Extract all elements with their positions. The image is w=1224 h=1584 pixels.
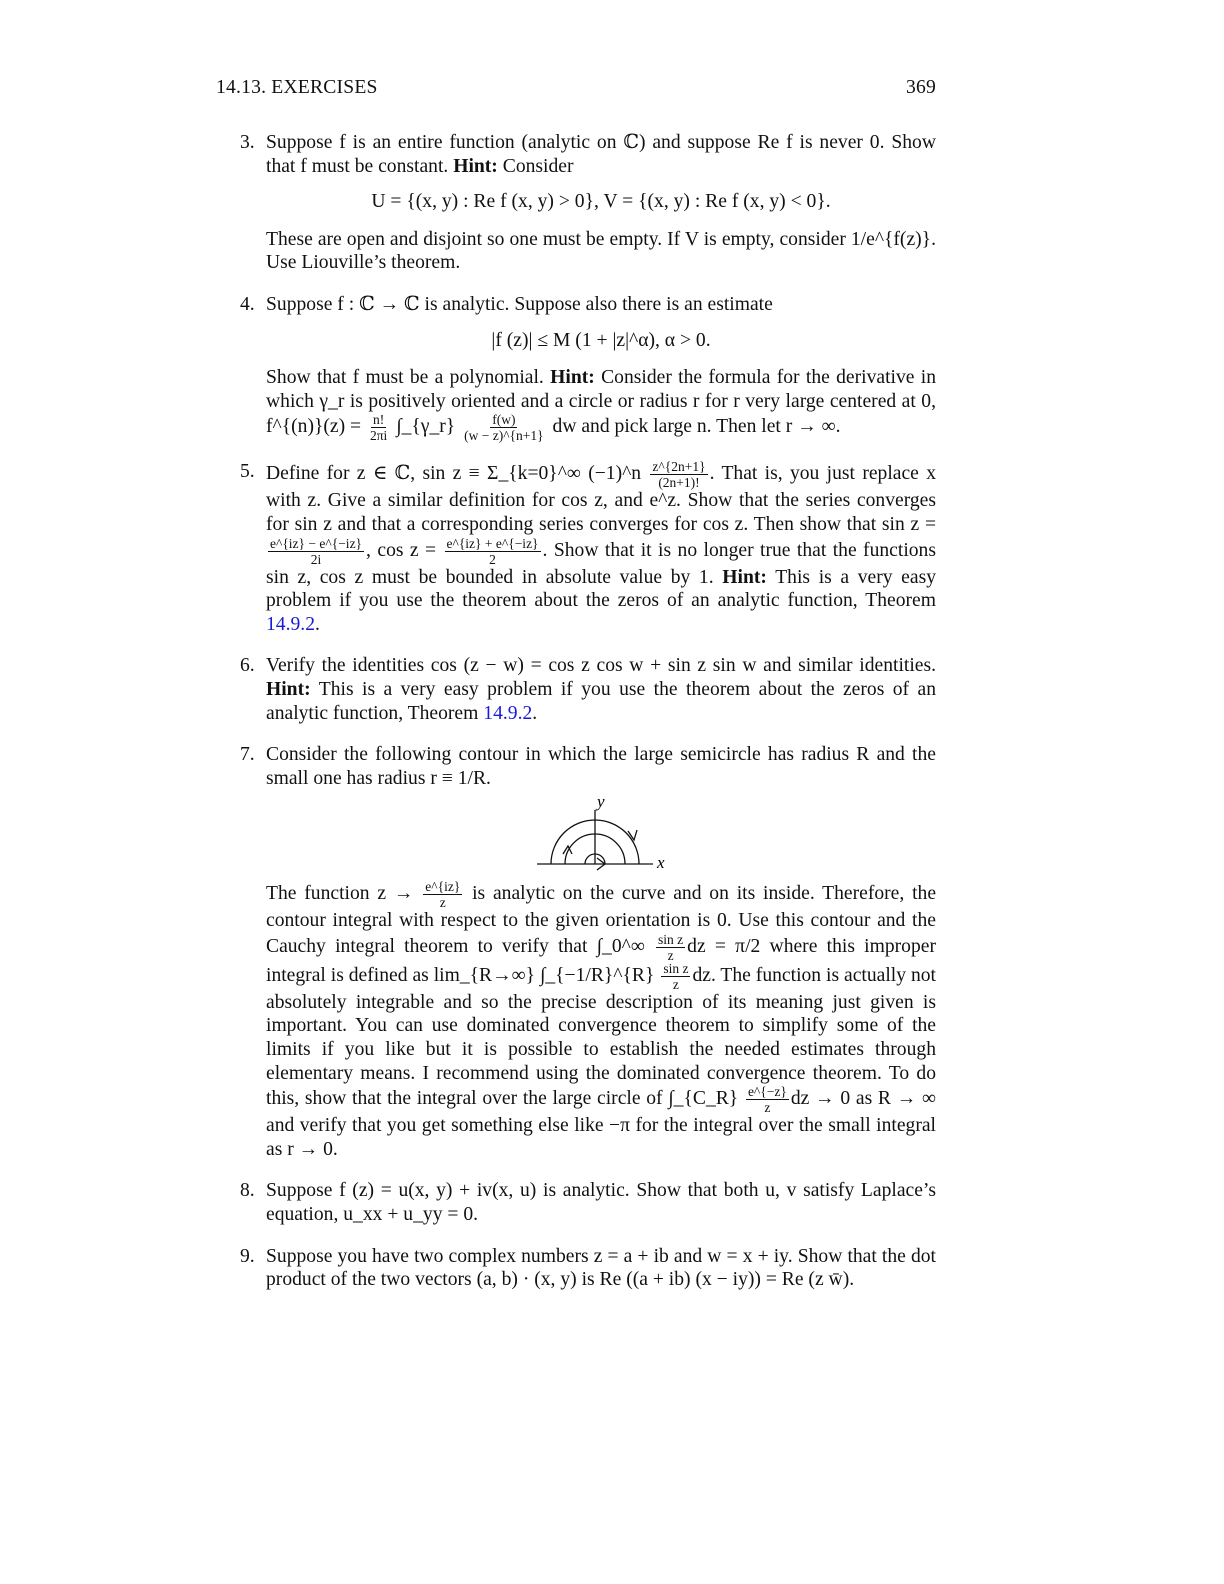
fraction: $\frac{f(w)}{(w - z)\^{}\{n+1\}}$ (464, 412, 544, 444)
exercise-text: . Show that it is no longer true that the functions sin z, cos z must be bounded in absolute value by 1. (266, 539, 936, 588)
exercise-4 (240, 293, 936, 442)
arrow-large (628, 830, 637, 840)
exercise-text: Suppose you have two complex numbers z = a + ib and w = x + iy. Show that the dot product of the two vectors (a, b) · (x, y) is Re ((a + ib) (x − iy)) = Re (z w̄). (266, 1245, 936, 1291)
y-axis-label: y (597, 796, 605, 812)
exercise-number: 6. (240, 655, 255, 677)
fraction: $\frac{n!}{2\pi i}$ (369, 412, 388, 444)
exercise-text: Consider the following contour in which the large semicircle has radius R and the small one has radius r ≡ 1/R. (266, 744, 936, 789)
exercise-number: 8. (240, 1180, 255, 1202)
exercise-3 (240, 131, 936, 275)
exercise-6 (240, 654, 936, 725)
fraction: $\frac{e\^{}\{iz\}}{z}$ (425, 879, 461, 911)
exercise-number: 3. (240, 132, 255, 153)
exercise-8 (240, 1179, 936, 1226)
fraction: $\frac{e\^{}\{iz\} - e\^{}\{-iz\}}{2i}$ (270, 535, 363, 567)
hint-label: Hint: (550, 367, 595, 389)
exercise-text: Show that f must be a polynomial. (266, 367, 544, 389)
exercise-text: Suppose f is an entire function (analytic on ℂ) and suppose Re f is never 0. Show that f must be constant. (266, 132, 936, 177)
running-head (216, 76, 936, 102)
exercise-text: Suppose f : ℂ → ℂ is analytic. Suppose also there is an estimate (266, 293, 773, 315)
fraction: $\frac{z\^{}\{2n+1\}}{(2n+1)!}$ (652, 459, 706, 491)
period: . (532, 702, 538, 724)
exercise-text: dz = π/2 where this improper integral is defined as lim_{R→∞} ∫_{−1/R}^{R} (266, 935, 936, 986)
exercise-text: , cos z = (366, 539, 437, 561)
derivative-lhs: f^{(n)}(z) = (266, 416, 362, 438)
exercise-text: . That is, you just replace x with z. Give a similar definition for cos z, and e^z. Show that the series converges for sin z and that a corresponding series converges for cos z. Then show that sin z = (266, 463, 936, 535)
contour-diagram (531, 796, 671, 874)
exercise-text: Consider (502, 155, 574, 177)
exercise-text: This is a very easy problem if you use the theorem about the zeros of an analytic function, Theorem (266, 678, 937, 724)
exercise-number: 4. (240, 293, 255, 315)
fraction: $\frac{\text{sin z}}{z}$ (663, 960, 689, 992)
exercise-text: is analytic on the curve and on its inside. Therefore, the contour integral with respect to the given orientation is 0. Use this contour and the Cauchy integral theorem to verify that ∫_0^∞ (266, 883, 937, 957)
exercise-text: Define for z ∈ ℂ, sin z ≡ Σ_{k=0}^∞ (−1)^n (266, 463, 642, 485)
exercise-text: The function z → (266, 883, 414, 905)
exercise-text: These are open and disjoint so one must be empty. If V is empty, consider 1/e^{f(z)}. Use Liouville’s theorem. (266, 228, 936, 274)
exercise-9 (240, 1245, 936, 1292)
theorem-link[interactable]: 14.9.2 (266, 613, 315, 635)
exercise-number: 9. (240, 1245, 255, 1267)
hint-label: Hint: (722, 566, 767, 588)
exercise-text: dz. The function is actually not absolutely integrable and so the precise description of its meaning just given is important. You can use dominated convergence theorem to simplify some of the limits if you like but it is possible to establish the needed estimates through elementary means. I recommend using the dominated convergence theorem. To do this, show that the integral over the large circle of ∫_{C_R} (266, 964, 936, 1110)
exercise-text: dw and pick large n. Then let r → ∞. (552, 416, 841, 438)
section-title: 14.13. EXERCISES (216, 77, 378, 98)
exercise-number: 7. (240, 744, 255, 766)
exercise-text: dz → 0 as R → ∞ and verify that you get something else like −π for the integral over the small integral as r → 0. (266, 1088, 936, 1160)
page-number: 369 (906, 77, 936, 98)
exercise-5 (240, 460, 936, 636)
exercise-text: This is a very easy problem if you use the theorem about the zeros of an analytic function, Theorem (266, 566, 937, 612)
hint-label: Hint: (453, 155, 498, 177)
display-equation: |f (z)| ≤ M (1 + |z|^α), α > 0. (491, 329, 711, 351)
theorem-link[interactable]: 14.9.2 (483, 702, 533, 724)
exercise-text: Consider the formula for the derivative in which γ_r is positively oriented and a circle or radius r for r very large centered at 0, (266, 367, 936, 412)
integral-sign: ∫_{γ_r} (396, 416, 456, 438)
exercise-number: 5. (240, 461, 255, 483)
exercise-text: Suppose f (z) = u(x, y) + iv(x, u) is analytic. Show that both u, v satisfy Laplace’s equation, u_xx + u_yy = 0. (266, 1180, 936, 1226)
period: . (314, 613, 320, 635)
fraction: $\frac{\text{sin z}}{z}$ (658, 931, 684, 963)
exercise-text: Verify the identities cos (z − w) = cos z cos w + sin z sin w and similar identities. (266, 655, 936, 677)
fraction: $\frac{e\^{}\{iz\} + e\^{}\{-iz\}}{2}$ (446, 535, 539, 567)
fraction: $\frac{e\^{}\{-z\}}{z}$ (747, 1084, 787, 1116)
x-axis-label: x (657, 853, 665, 873)
exercise-list (240, 131, 936, 1310)
hint-label: Hint: (266, 678, 311, 700)
display-equation: U = {(x, y) : Re f (x, y) > 0}, V = {(x, y) : Re f (x, y) < 0}. (371, 191, 831, 213)
exercise-7 (240, 743, 936, 1161)
